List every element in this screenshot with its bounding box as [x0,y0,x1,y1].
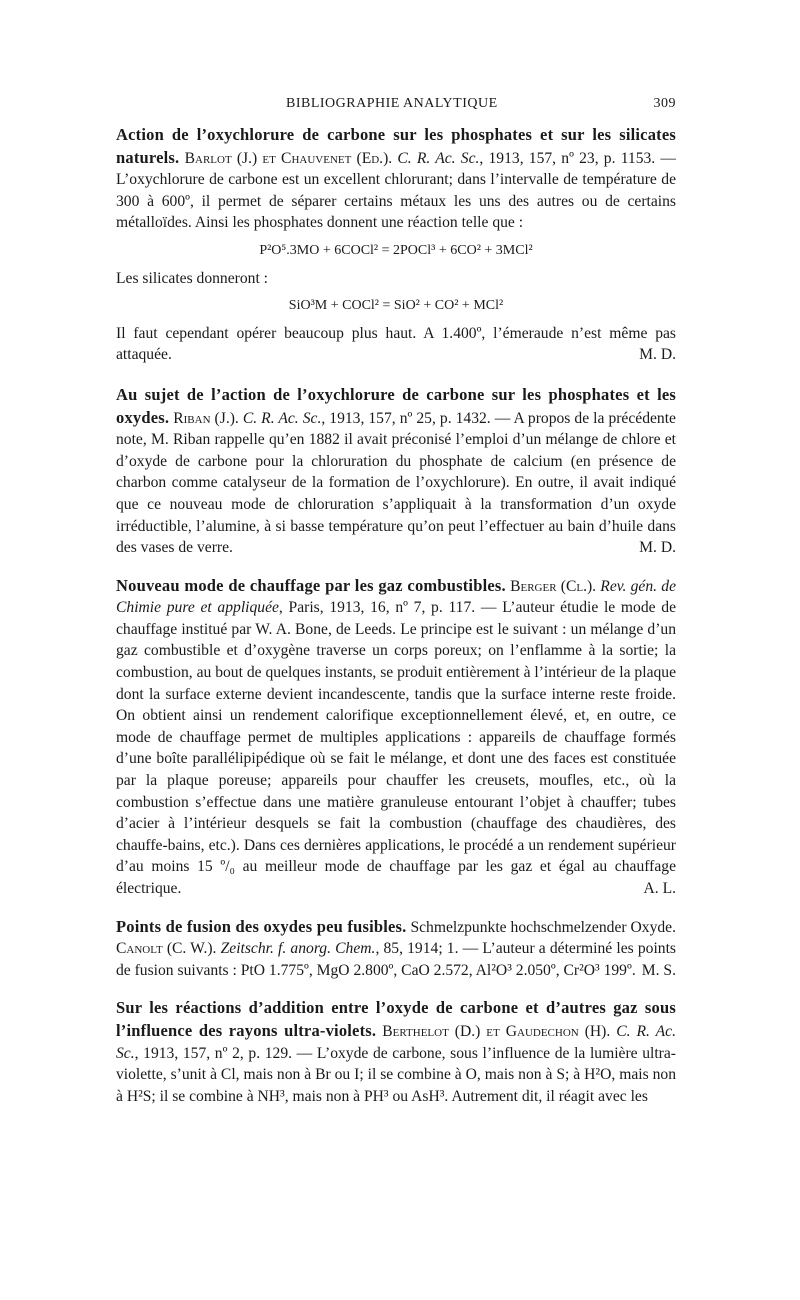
article-tail: Il faut cependant opérer beaucoup plus haut. A 1.400º, l’émeraude n’est même pas attaquée. [116,324,676,364]
article-journal: C. R. Ac. Sc. [397,149,480,167]
article-citation: , 1913, 157, nº 23, p. 1153. — [479,149,676,167]
article-riban [116,384,676,559]
equation-phosphates: P²O⁵.3MO + 6COCl² = 2POCl³ + 6CO² + 3MCl² [259,242,533,258]
article-citation: , 1913, 157, nº 25, p. 1432. — [321,409,514,427]
article-citation: , Paris, 1913, 16, nº 7, p. 117. — [278,599,503,617]
article-signature: M. D. [639,346,676,364]
article-heading: Action de l’oxychlorure de carbone sur les phosphates et sur les silicates naturels. [116,125,676,167]
header-title: BIBLIOGRAPHIE ANALYTIQUE [286,96,498,111]
article-subtitle: Schmelzpunkte hochschmelzender Oxyde. [406,918,676,936]
article-fusion [116,916,676,982]
article-journal: Zeitschr. f. anorg. Chem. [220,940,376,958]
article-text [116,323,676,366]
article-text: Les silicates donneront : [116,269,269,287]
article-heading: Sur les réactions d’addition entre l’oxyde de carbone et d’autres gaz sous l’influence des rayons ultra-violets. [116,998,676,1040]
article-chauffage [116,575,676,900]
article-heading: Nouveau mode de chauffage par les gaz combustibles. [116,575,506,595]
article-authors: Berger (Cl.). [510,577,597,595]
article-body: L’oxychlorure de carbone est un excellent chlorurant; dans l’intervalle de température de 300 à 600º, il permet de séparer certains métaux les uns des autres ou de certains métalloïdes. Ainsi les phosphates donnent une réaction telle que : [116,171,676,232]
article-heading: Au sujet de l’action de l’oxychlorure de carbone sur les phosphates et les oxydes. [116,384,676,427]
article-signature: M. S. [641,961,676,979]
article-citation: , 85, 1914; 1. — [375,940,483,958]
article-authors: Berthelot (D.) et Gaudechon (H). [382,1022,611,1040]
article-journal: C. R. Ac. Sc. [116,1022,677,1062]
article-oxychlorure [116,124,676,368]
article-authors: Riban (J.). [173,409,239,427]
equation-silicates: SiO³M + COCl² = SiO² + CO² + MCl² [288,298,504,314]
article-journal: C. R. Ac. Sc. [242,409,322,427]
page-number: 309 [653,96,676,111]
article-body: L’auteur a déterminé les points de fusion suivants : PtO 1.775º, MgO 2.800º, CaO 2.572, Al²O³ 2.050º, Cr²O³ 199º. [116,940,676,979]
article-signature: M. D. [639,539,676,557]
article-authors: Barlot (J.) et Chauvenet (Ed.). [184,149,393,167]
article-ultraviolet [116,997,676,1107]
article-signature: A. L. [643,880,676,897]
article-body: L’oxyde de carbone, sous l’influence de la lumière ultra-violette, s’unit à Cl, mais non à Br ou I; il se combine à O, mais non à S; à H²O, mais non à H²S; il se combine à NH³, mais non à PH³ ou AsH³. Autrement dit, il réagit avec les [116,1044,676,1105]
article-authors: Canolt (C. W.). [116,940,217,958]
article-citation: , 1913, 157, nº 2, p. 129. — [134,1044,317,1062]
article-journal: Rev. gén. de Chimie pure et appliquée [116,577,676,617]
running-header [286,96,676,112]
article-body: A propos de la précédente note, M. Riban rappelle qu’en 1882 il avait préconisé l’emploi d’un mélange de chlore et d’oxyde de carbone pour la chloruration du phosphate de calcium (en présence de charbon comme catalyseur de la formation de l’oxychlorure). En outre, il avait indiqué que ce nouveau mode de chloruration s’appliquait à la transformation d’un oxyde irréductible, l’alumine, à si basse température qu’on peut l’effectuer au bain d’huile dans des vases de verre. [116,409,676,557]
page [116,96,676,1123]
article-body: L’auteur étudie le mode de chauffage institué par W. A. Bone, de Leeds. Le principe est le suivant : un mélange d’un gaz combustible et d’oxygène traverse un corps poreux; on l’enflamme à la sortie; la combustion, au bout de quelques instants, se produit entièrement à l’intérieur de la plaque dont la surface externe devient incandescente, tandis que la surface interne reste froide. On obtient ainsi un rendement calorifique exceptionnellement élevé, et, en outre, ce mode de chauffage permet de multiples applications : appareils de chauffage formés d’une boîte parallélipipédique où se fait le mélange, et dont une des faces est constituée par la plaque poreuse; appareils pour chauffer les creusets, moufles, etc., où la combustion s’effectue dans une matière granuleuse entourant l’objet à chauffer; tubes d’acier à l’intérieur desquels se fait la combustion (chauffage des chaudières, des chauffe-bains, etc.). Dans ces dernières applications, le procédé a un rendement supérieur d’au moins 15 º/₀ au meilleur mode de chauffage par les gaz et égal au chauffage électrique. [116,599,676,897]
article-heading: Points de fusion des oxydes peu fusibles. [116,916,407,936]
